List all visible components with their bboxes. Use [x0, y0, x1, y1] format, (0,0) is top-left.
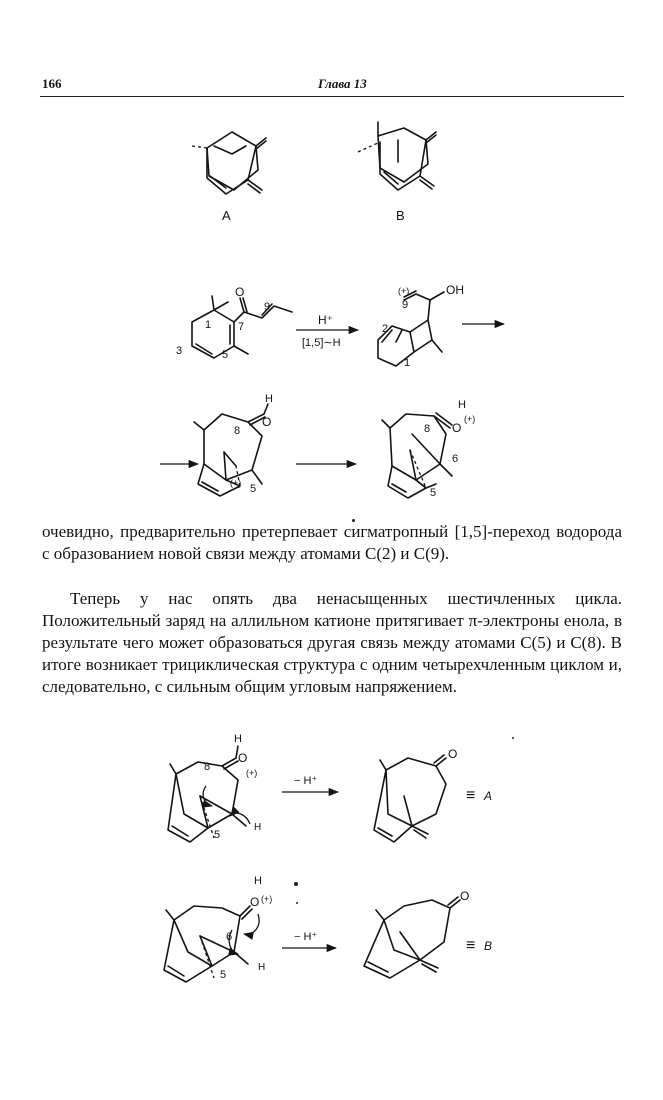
locant-6: 6 [226, 931, 233, 943]
locant-5b: 5 [430, 487, 437, 499]
elimination-arrow-a [282, 775, 338, 792]
cation-mark: (+) [398, 286, 410, 296]
locant-1: 1 [205, 319, 212, 331]
page-number: 166 [42, 76, 62, 91]
cation-to-b-reactant [164, 875, 272, 982]
locant-8: 8 [204, 761, 211, 773]
hydrogen-top: H [234, 733, 242, 745]
product-label-b: B [484, 939, 493, 953]
locant-8b: 8 [424, 423, 431, 435]
product-label-a: A [484, 789, 493, 803]
cation-mark: (+) [261, 894, 273, 904]
locant-5: 5 [222, 349, 229, 361]
product-oxygen: O [448, 747, 458, 761]
product-b [364, 889, 492, 978]
locant-9b: 9 [402, 299, 409, 311]
structure-a [192, 132, 266, 223]
oxygen: O [250, 895, 260, 909]
locant-9: 9 [264, 301, 271, 313]
locant-3: 3 [176, 345, 183, 357]
structure-b [358, 122, 436, 223]
cation-mark-right: (+) [464, 414, 476, 424]
hydrogen-right: H [458, 399, 466, 411]
shift-label: [1,5]∼H [302, 337, 341, 349]
scheme-3 [0, 730, 663, 860]
equivalence-sign: ≡ [466, 937, 476, 954]
enol-intermediate [194, 393, 273, 496]
locant-5: 5 [214, 829, 221, 841]
hydrogen-top: H [254, 875, 262, 887]
paragraph-1: очевидно, предварительно претерпевает сигматропный [1,5]-переход водорода с образованием новой связи между атомами C(2) и C(9). [42, 522, 622, 563]
hydroxyl: OH [446, 283, 464, 297]
cation-mark: (+) [246, 768, 258, 778]
product-oxygen: O [460, 889, 470, 903]
reaction-arrow-1 [296, 313, 358, 349]
hydrogen-right: H [254, 822, 262, 833]
label-a: A [222, 208, 231, 223]
scheme-1 [0, 280, 663, 380]
reagent-h-plus: H⁺ [318, 313, 333, 327]
hydrogen-right: H [258, 962, 266, 973]
paragraph-2: Теперь у нас опять два ненасыщенных шестичленных цикла. Положительный заряд на аллильном катионе притягивает π-электроны енола, в результате чего может образоваться другая связь между атомами C(5) и C(8). В итоге возникает трициклическая структура с одним четырехчленным циклом и, следовательно, с сильным общим угловым напряжением. [42, 589, 622, 696]
running-title: Глава 13 [318, 76, 367, 91]
equivalence-sign: ≡ [466, 787, 476, 804]
scheme-2 [0, 392, 663, 512]
ionone-oxygen: O [235, 285, 245, 299]
tricyclic-cation [382, 399, 475, 499]
header-rule [40, 96, 624, 97]
figure-structures-a-b [0, 110, 663, 240]
locant-5: 5 [220, 969, 227, 981]
cation-mark-left: (+) [230, 478, 242, 488]
label-b: B [396, 208, 405, 223]
enol-cation-structure [378, 283, 464, 369]
reagent-minus-h: − H⁺ [294, 931, 318, 943]
reagent-minus-h: − H⁺ [294, 775, 318, 787]
scheme-4 [0, 870, 663, 1000]
scan-speck [352, 519, 355, 522]
scan-speck [512, 737, 514, 739]
locant-8: 8 [234, 425, 241, 437]
locant-2: 2 [382, 323, 389, 335]
scan-speck [296, 902, 298, 904]
cation-to-a-reactant [168, 733, 261, 842]
hydrogen-left: H [265, 393, 273, 405]
product-a [374, 747, 492, 842]
oxygen-right: O [452, 421, 462, 435]
scan-speck [294, 882, 298, 886]
elimination-arrow-b [282, 931, 336, 948]
locant-5: 5 [250, 483, 257, 495]
locant-1b: 1 [404, 357, 411, 369]
oxygen-left: O [262, 415, 272, 429]
oxygen: O [238, 751, 248, 765]
ionone-structure [176, 285, 292, 361]
locant-6: 6 [452, 453, 459, 465]
locant-7: 7 [238, 321, 245, 333]
